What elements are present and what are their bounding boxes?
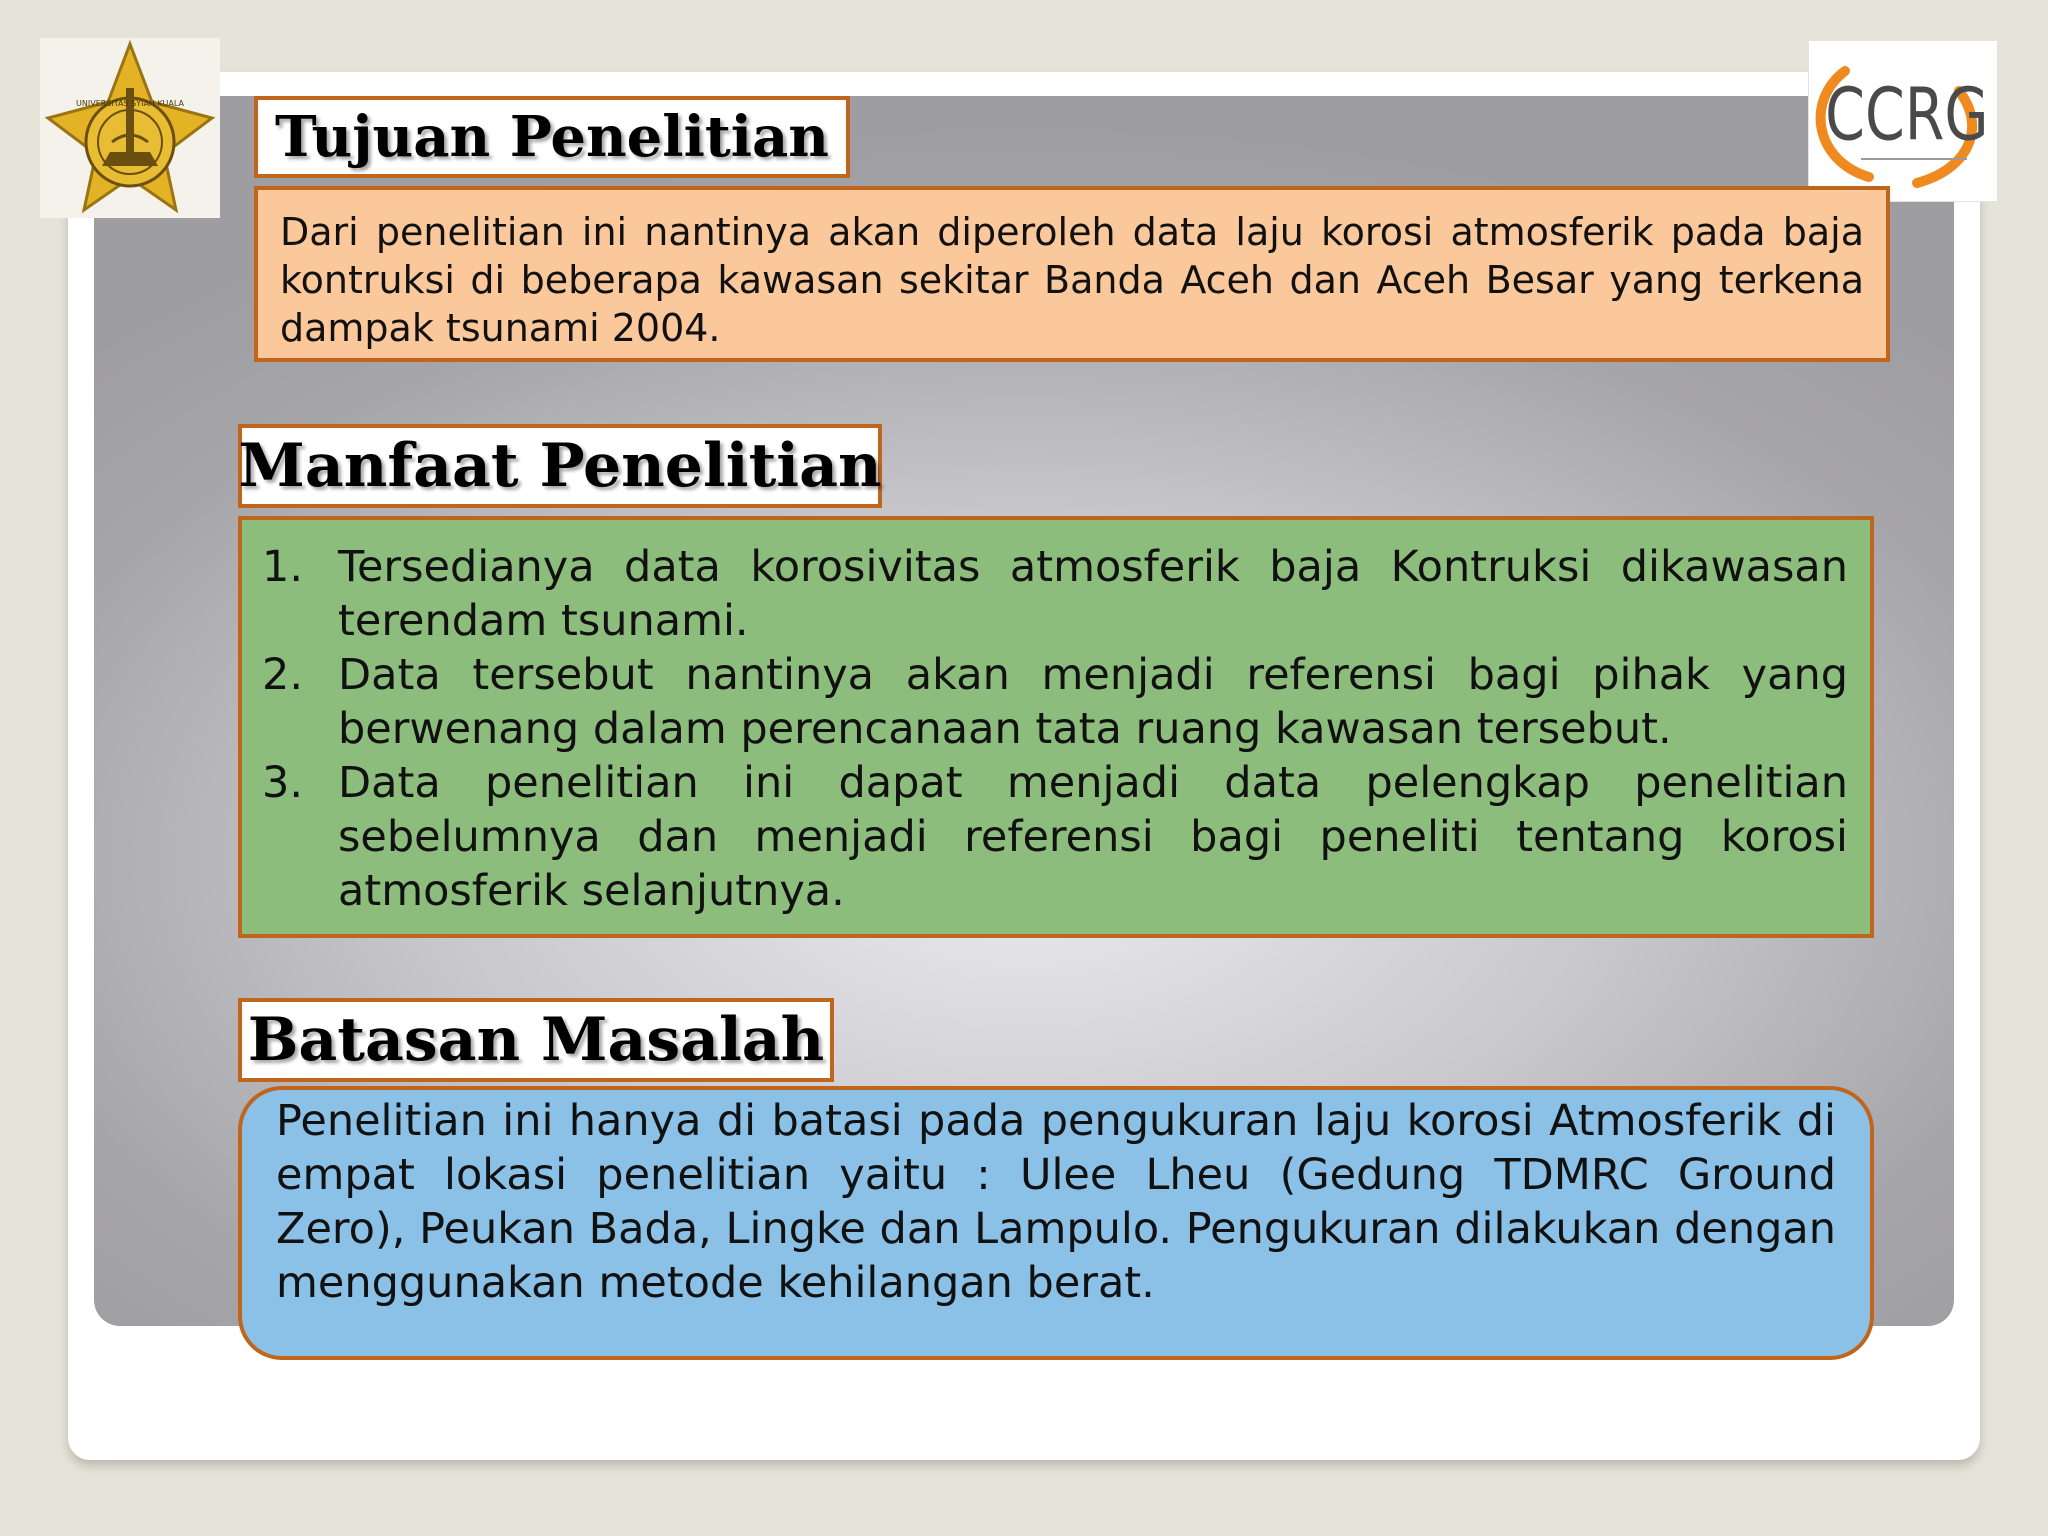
university-logo [40, 38, 220, 218]
list-item-number: 2. [262, 650, 304, 700]
manfaat-heading: Manfaat Penelitian [238, 424, 882, 508]
batasan-text: Penelitian ini hanya di batasi pada pengukuran laju korosi Atmosferik di empat lokasi penelitian yaitu : Ulee Lheu (Gedung TDMRC Ground Zero), Peukan Bada, Lingke dan Lampulo. Pengukuran dilakukan dengan menggunakan metode kehilangan berat. [276, 1096, 1836, 1308]
list-item-text: Data tersebut nantinya akan menjadi referensi bagi pihak yang berwenang dalam perencanaan tata ruang kawasan tersebut. [338, 650, 1848, 754]
list-item-text: Data penelitian ini dapat menjadi data pelengkap penelitian sebelumnya dan menjadi referensi bagi peneliti tentang korosi atmosferik selanjutnya. [338, 758, 1848, 916]
manfaat-list-box [238, 516, 1874, 938]
university-logo-text: UNIVERSITAS SYIAH KUALA [76, 99, 184, 108]
tujuan-text: Dari penelitian ini nantinya akan diperoleh data laju korosi atmosferik pada baja kontruksi di beberapa kawasan sekitar Banda Aceh dan Aceh Besar yang terkena dampak tsunami 2004. [280, 210, 1864, 350]
list-item-number: 1. [262, 542, 304, 592]
batasan-text-box [238, 1086, 1874, 1360]
tujuan-text-box [254, 186, 1890, 362]
ccrg-logo-text: CCRG [1825, 73, 1989, 158]
manfaat-list [262, 540, 1848, 918]
list-item [262, 648, 1848, 756]
tujuan-heading: Tujuan Penelitian [254, 96, 850, 178]
list-item [262, 540, 1848, 648]
ccrg-logo [1808, 40, 1998, 202]
list-item-text: Tersedianya data korosivitas atmosferik baja Kontruksi dikawasan terendam tsunami. [338, 542, 1848, 646]
list-item-number: 3. [262, 758, 304, 808]
list-item [262, 756, 1848, 918]
batasan-heading: Batasan Masalah [238, 998, 834, 1082]
